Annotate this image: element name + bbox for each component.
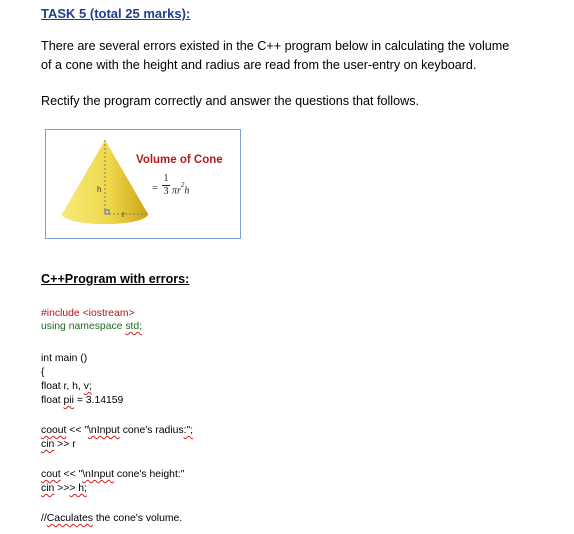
code-comment-error: Caculates — [46, 513, 93, 524]
formula-h: h — [184, 185, 190, 197]
instruction-text: Rectify the program correctly and answer the questions that follows. — [41, 94, 419, 108]
formula-equals: = — [152, 183, 158, 194]
formula-fraction — [162, 174, 170, 197]
code-stream-op-2: << " — [60, 469, 83, 480]
code-cin-op: >> — [54, 483, 70, 494]
code-newline-error-2: \nInput — [82, 469, 115, 480]
code-pi-value: = 3.14159 — [73, 395, 124, 406]
code-pi-error: pii — [63, 395, 74, 406]
code-cin-error: cin — [41, 439, 55, 450]
code-line-include: #include <iostream> — [41, 308, 135, 319]
formula-terms — [172, 183, 189, 196]
code-comment-text: the cone's volume. — [93, 513, 183, 524]
code-line-cout-height — [41, 468, 184, 481]
figure-title: Volume of Cone — [136, 154, 223, 166]
code-pi-type: float — [41, 395, 64, 406]
code-line-main: int main () — [41, 353, 88, 364]
code-radius-end-error: :"; — [183, 425, 194, 436]
code-namespace-text: using namespace — [41, 321, 126, 332]
code-comment-slashes: // — [41, 513, 47, 524]
cone-figure — [45, 129, 241, 239]
code-coout-error: coout — [41, 425, 67, 436]
task-heading: TASK 5 (total 25 marks): — [41, 6, 191, 21]
code-line-namespace — [41, 320, 142, 333]
program-heading: C++Program with errors: — [41, 272, 190, 286]
code-line-cout-radius — [41, 424, 193, 437]
code-height-prompt: cone's height:" — [114, 469, 185, 480]
code-line-cin-height — [41, 482, 87, 495]
code-cin-height-error: > h; — [69, 483, 87, 494]
code-namespace-error: std; — [125, 321, 143, 332]
code-line-float-vars — [41, 380, 92, 393]
code-cout-error: cout — [41, 469, 61, 480]
formula-pi-r: πr — [172, 185, 181, 197]
intro-line-2: of a cone with the height and radius are read from the user-entry on keyboard. — [41, 58, 477, 72]
radius-label: r — [122, 210, 125, 219]
code-line-comment — [41, 512, 182, 525]
code-cin-error-2: cin — [41, 483, 55, 494]
formula-numerator: 1 — [163, 173, 169, 184]
intro-line-1: There are several errors existed in the C++ program below in calculating the volume — [41, 39, 510, 53]
code-float-decl: float r, h, — [41, 381, 84, 392]
code-line-brace: { — [41, 367, 45, 378]
code-radius-prompt: cone's radius — [119, 425, 184, 436]
formula-denominator: 3 — [163, 186, 169, 197]
cone-illustration — [46, 130, 240, 238]
code-cin-radius: >> r — [54, 439, 76, 450]
formula-exponent: 2 — [180, 181, 185, 189]
code-newline-error: \nInput — [88, 425, 120, 436]
height-label: h — [97, 185, 102, 194]
code-stream-op: << " — [66, 425, 89, 436]
code-float-error: v; — [83, 381, 92, 392]
code-line-float-pi — [41, 394, 123, 407]
code-line-cin-radius — [41, 438, 76, 451]
